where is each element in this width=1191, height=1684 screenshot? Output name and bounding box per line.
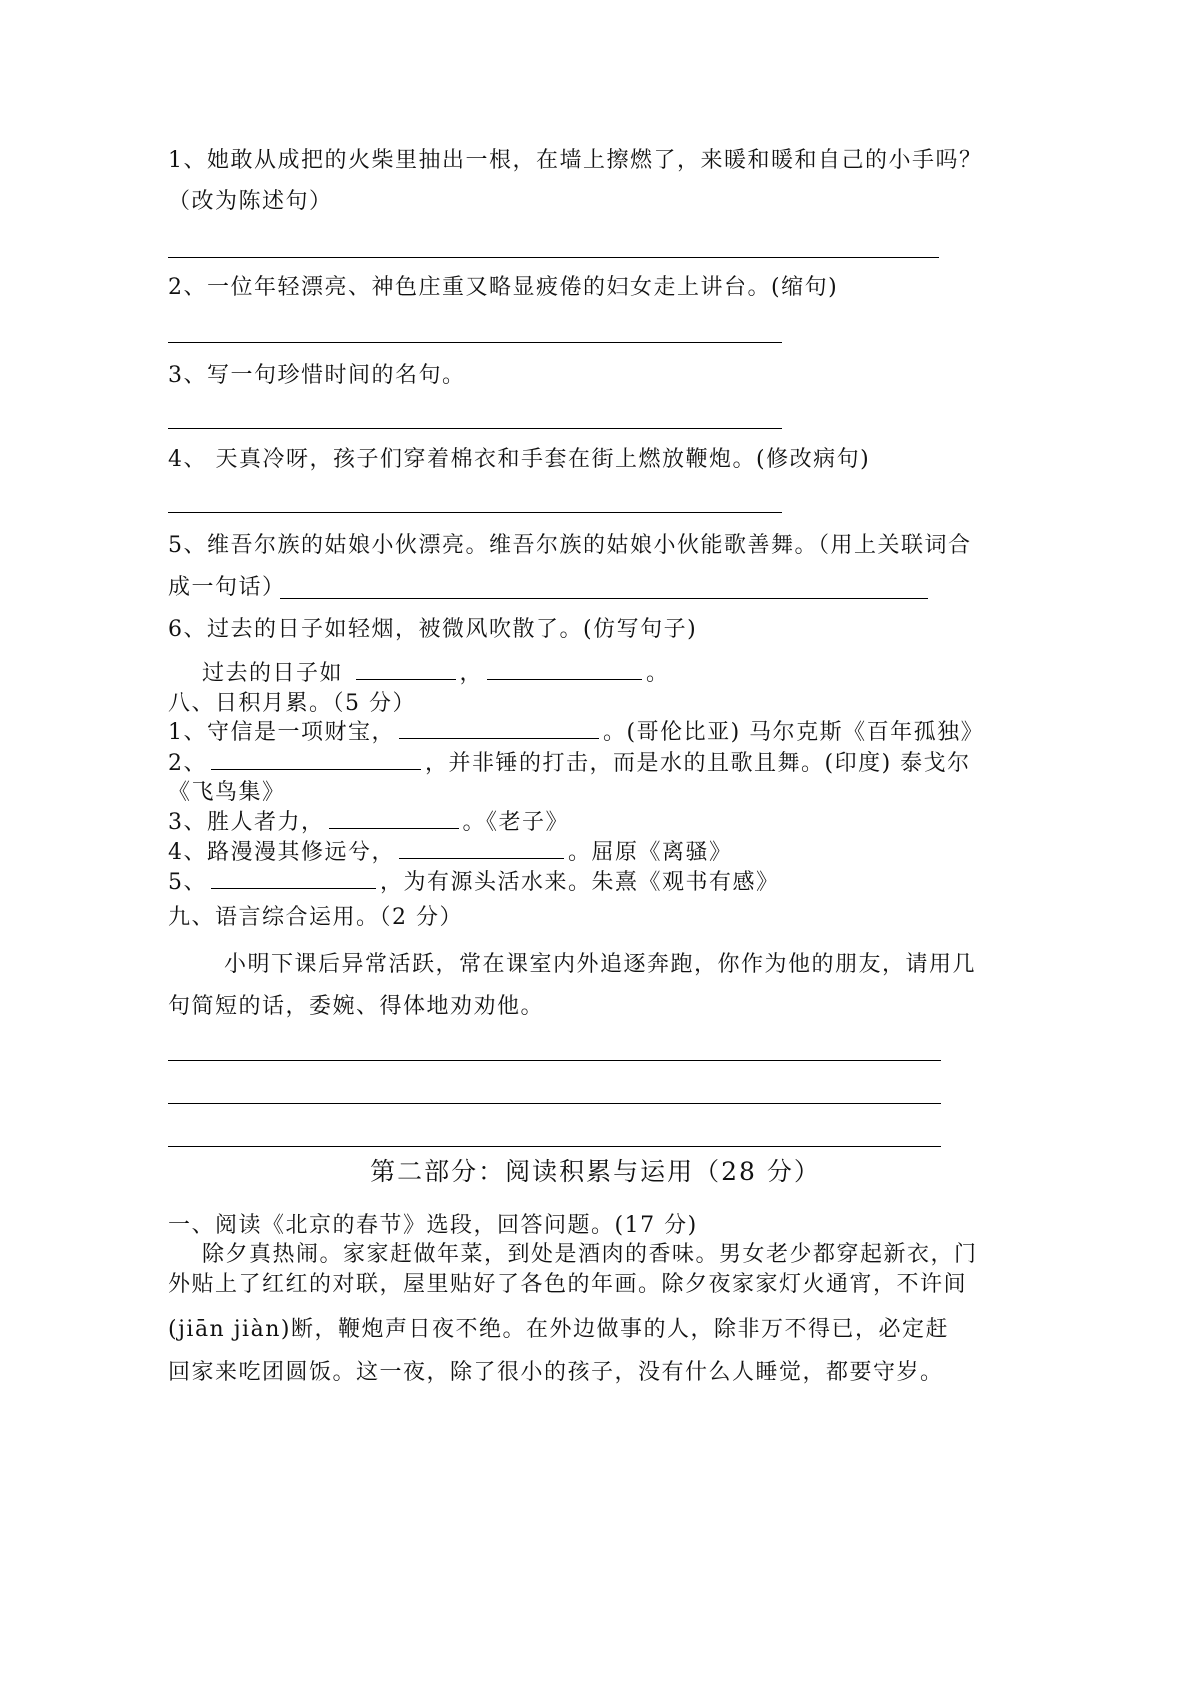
section8-heading: 八、日积月累。（5 分） — [168, 691, 416, 716]
q1-line1: 1、她敢从成把的火柴里抽出一根，在墙上擦燃了，来暖和暖和自己的小手吗？ — [168, 148, 983, 173]
q4-text: 4、 天真冷呀，孩子们穿着棉衣和手套在街上燃放鞭炮。(修改病句) — [168, 447, 871, 472]
section9-line1: 小明下课后异常活跃，常在课室内外追逐奔跑，你作为他的朋友，请用几 — [224, 952, 977, 977]
q6-line2-text-2: ， — [459, 661, 484, 686]
q6-line2 — [202, 659, 670, 689]
q6-line2-blank-0[interactable] — [356, 659, 456, 680]
q6-line2-blank-1[interactable] — [487, 659, 642, 680]
q3-text: 3、写一句珍惜时间的名句。 — [168, 363, 466, 388]
reading-line-2: 外贴上了红红的对联，屋里贴好了各色的年画。除夕夜家家灯火通宵，不许间 — [168, 1272, 968, 1297]
q6-line2-text-4: 。 — [646, 661, 670, 686]
reading-line-3: (jiān jiàn)断，鞭炮声日夜不绝。在外边做事的人，除非万不得已，必定赶 — [168, 1317, 949, 1342]
section9-heading: 九、语言综合运用。（2 分） — [168, 905, 463, 930]
q4-answer-line[interactable] — [168, 512, 782, 513]
reading-line-1: 除夕真热闹。家家赶做年菜，到处是酒肉的香味。男女老少都穿起新衣，门 — [202, 1242, 978, 1267]
section9-answer-line-1[interactable] — [168, 1060, 941, 1061]
section8-item-1-text-0: 1、守信是一项财宝， — [168, 720, 395, 745]
q2-text: 2、一位年轻漂亮、神色庄重又略显疲倦的妇女走上讲台。(缩句) — [168, 275, 839, 300]
section8-item-5-text-0: 4、路漫漫其修远兮， — [168, 840, 395, 865]
section8-item-2 — [168, 749, 971, 779]
section8-item-4-text-0: 3、胜人者力， — [168, 810, 325, 835]
q6-line2-text-0: 过去的日子如 — [202, 661, 352, 686]
section8-item-5-blank-0[interactable] — [399, 838, 564, 859]
section8-item-4-blank-0[interactable] — [329, 808, 459, 829]
q5-answer-line[interactable] — [280, 598, 928, 599]
section8-item-5-text-2: 。屈原《离骚》 — [568, 840, 733, 865]
q3-answer-line[interactable] — [168, 428, 782, 429]
section8-item-2-blank-0[interactable] — [211, 749, 421, 770]
section8-item-2-text-2: ，并非锤的打击，而是水的且歌且舞。(印度) 泰戈尔 — [425, 751, 971, 776]
section8-item-4-text-2: 。《老子》 — [462, 810, 570, 835]
section8-item-6-text-0: 5、 — [168, 870, 207, 895]
section9-line2: 句简短的话，委婉、得体地劝劝他。 — [168, 994, 545, 1019]
section8-item-1-blank-0[interactable] — [399, 718, 599, 739]
section8-item-5 — [168, 838, 733, 868]
q2-answer-line[interactable] — [168, 342, 782, 343]
section8-item-1 — [168, 718, 984, 748]
q5-line2: 成一句话） — [168, 575, 286, 600]
reading-heading: 一、阅读《北京的春节》选段，回答问题。(17 分) — [168, 1213, 698, 1238]
q1-answer-line[interactable] — [168, 257, 939, 258]
q5-line1: 5、维吾尔族的姑娘小伙漂亮。维吾尔族的姑娘小伙能歌善舞。（用上关联词合 — [168, 533, 972, 558]
q6-line1: 6、过去的日子如轻烟，被微风吹散了。(仿写句子) — [168, 617, 698, 642]
section8-item-6 — [168, 868, 780, 898]
section8-item-2-text-0: 2、 — [168, 751, 207, 776]
section8-item-1-text-2: 。(哥伦比亚) 马尔克斯《百年孤独》 — [603, 720, 985, 745]
section8-item-3 — [168, 778, 286, 808]
section8-item-6-text-2: ，为有源头活水来。朱熹《观书有感》 — [380, 870, 780, 895]
section8-item-6-blank-0[interactable] — [211, 868, 376, 889]
section8-item-4 — [168, 808, 569, 838]
part2-title: 第二部分：阅读积累与运用（28 分） — [370, 1157, 821, 1186]
section8-item-3-text-0: 《飞鸟集》 — [168, 780, 286, 805]
section9-answer-line-3[interactable] — [168, 1146, 941, 1147]
section9-answer-line-2[interactable] — [168, 1103, 941, 1104]
reading-line-4: 回家来吃团圆饭。这一夜，除了很小的孩子，没有什么人睡觉，都要守岁。 — [168, 1360, 944, 1385]
q1-line2: （改为陈述句） — [168, 189, 333, 214]
